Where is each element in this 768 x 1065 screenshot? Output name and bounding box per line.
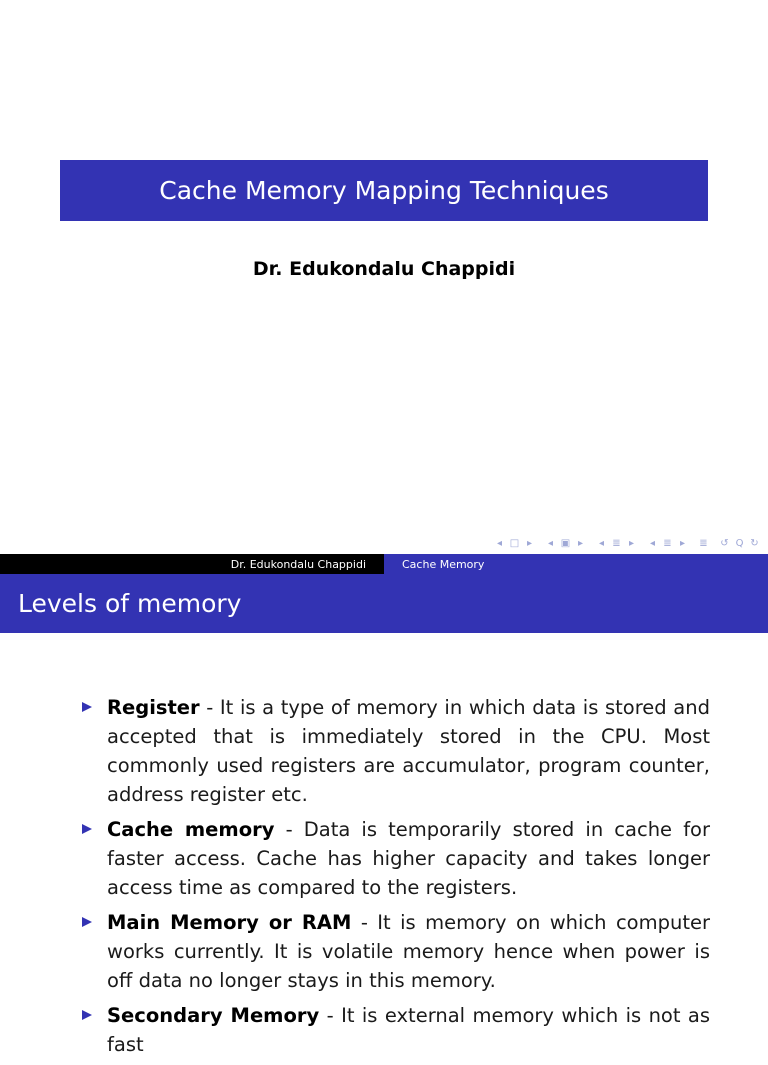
nav-subsection-icon[interactable] — [543, 538, 588, 549]
nav-section-icon-glyph[interactable]: ≣ — [612, 537, 621, 549]
bullet-term: Main Memory or RAM — [107, 911, 352, 934]
footer-author-cell — [0, 554, 384, 574]
nav-subsection-list-icon-glyph[interactable]: ◂ — [649, 537, 656, 549]
nav-search-icon-glyph[interactable]: ↺ — [720, 537, 729, 549]
list-item — [80, 815, 710, 902]
frame-title: Levels of memory — [18, 589, 242, 618]
slide-title: Cache Memory Mapping Techniques — [159, 176, 609, 205]
nav-toc-icon-glyph[interactable]: ≣ — [699, 537, 708, 549]
bullet-description: - It is external memory which is not as fast — [107, 1004, 711, 1056]
footer-title: Cache Memory — [402, 557, 485, 571]
bullet-term: Register — [107, 696, 200, 719]
title-box — [60, 160, 708, 221]
nav-subsection-list-icon-glyph[interactable]: ≣ — [663, 537, 672, 549]
bullet-description: - Data is temporarily stored in cache for faster access. Cache has higher capacity and takes longer access time as compared to the registers. — [107, 818, 711, 899]
bullet-list — [80, 693, 710, 1065]
triangle-bullet-icon — [82, 917, 92, 927]
bullet-description: - It is memory on which computer works currently. It is volatile memory hence when power is off data no longer stays in this memory. — [107, 911, 711, 992]
frame-title-bar — [0, 574, 768, 633]
nav-frame-icon-glyph[interactable]: □ — [509, 537, 520, 549]
nav-subsection-list-icon-glyph[interactable]: ▸ — [679, 537, 686, 549]
footer-strip — [0, 554, 768, 574]
bullet-term: Cache memory — [107, 818, 275, 841]
nav-subsection-icon-glyph[interactable]: ▸ — [577, 537, 584, 549]
nav-search-icon-glyph[interactable]: Q — [735, 537, 744, 549]
nav-section-icon-glyph[interactable]: ◂ — [598, 537, 605, 549]
nav-frame-icon[interactable] — [492, 538, 537, 549]
bullet-description: - It is a type of memory in which data is stored and accepted that is immediately stored in the CPU. Most commonly used registers are accumulator, program counter, address register etc. — [107, 696, 710, 806]
list-item — [80, 1001, 710, 1059]
author-name: Dr. Edukondalu Chappidi — [252, 258, 516, 280]
nav-search-icon[interactable] — [717, 538, 762, 549]
nav-subsection-icon-glyph[interactable]: ▣ — [560, 537, 571, 549]
footer-author: Dr. Edukondalu Chappidi — [230, 557, 366, 571]
nav-subsection-icon-glyph[interactable]: ◂ — [547, 537, 554, 549]
nav-frame-icon-glyph[interactable]: ◂ — [496, 537, 503, 549]
nav-section-icon[interactable] — [594, 538, 639, 549]
bullet-term: Secondary Memory — [107, 1004, 320, 1027]
triangle-bullet-icon — [82, 702, 92, 712]
navigation-bar — [492, 535, 768, 551]
list-item — [80, 693, 710, 809]
footer-title-cell — [384, 554, 768, 574]
nav-search-icon-glyph[interactable]: ↻ — [750, 537, 759, 549]
triangle-bullet-icon — [82, 1010, 92, 1020]
list-item — [80, 908, 710, 995]
triangle-bullet-icon — [82, 824, 92, 834]
nav-section-icon-glyph[interactable]: ▸ — [628, 537, 635, 549]
nav-frame-icon-glyph[interactable]: ▸ — [526, 537, 533, 549]
nav-subsection-list-icon[interactable] — [645, 538, 690, 549]
nav-toc-icon[interactable] — [696, 538, 711, 549]
